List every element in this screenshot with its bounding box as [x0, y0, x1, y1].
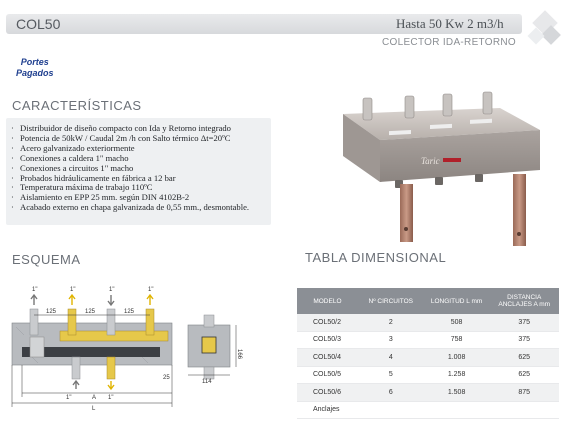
side-view-top-connector — [204, 315, 214, 327]
header-length: LONGITUD L mm — [424, 288, 490, 314]
free-shipping-label — [16, 57, 54, 79]
cell-model: COL50/5 — [297, 366, 358, 384]
svg-text:125: 125 — [85, 309, 96, 315]
svg-text:L: L — [92, 406, 96, 412]
table-row — [297, 331, 559, 349]
cell-length: 508 — [424, 314, 490, 331]
cell-distance: 625 — [489, 366, 559, 384]
table-title: TABLA DIMENSIONAL — [305, 250, 447, 265]
svg-text:1": 1" — [70, 287, 76, 293]
cell-circuits: 2 — [358, 314, 424, 331]
cell-circuits — [358, 401, 424, 419]
table-row — [297, 366, 559, 384]
cell-model: COL50/6 — [297, 384, 358, 402]
cell-length: 1.258 — [424, 366, 490, 384]
svg-text:A: A — [92, 395, 97, 401]
cell-length — [424, 401, 490, 419]
scheme-diagram — [0, 275, 250, 431]
features-list — [10, 124, 270, 213]
svg-text:1": 1" — [32, 287, 38, 293]
svg-text:1": 1" — [66, 395, 72, 401]
side-view-bottom-connector — [204, 367, 214, 379]
cell-distance: 625 — [489, 349, 559, 367]
svg-text:125: 125 — [46, 309, 57, 315]
header-circuits: Nº CIRCUITOS — [358, 288, 424, 314]
portes-line2: Pagados — [16, 68, 54, 78]
dimension-table — [297, 288, 559, 419]
manifold-product-image — [335, 84, 550, 254]
dim-166-label: 166 — [236, 349, 242, 360]
svg-text:1": 1" — [109, 287, 115, 293]
feature-item: · Probados hidráulicamente en fábrica a 12 bar — [10, 174, 270, 184]
svg-text:1": 1" — [148, 287, 154, 293]
feature-item: · Distribuidor de diseño compacto con Ida y Retorno integrado — [10, 124, 270, 134]
portes-line1: Portes — [20, 57, 49, 67]
svg-text:125: 125 — [124, 309, 135, 315]
feature-item: · Conexiones a caldera 1" macho — [10, 154, 270, 164]
boiler-return-connector — [72, 357, 80, 379]
left-cap — [30, 337, 44, 357]
feature-item: · Aislamiento en EPP 25 mm. según DIN 4102B-2 — [10, 193, 270, 203]
table-row — [297, 384, 559, 402]
dim-114-label: 114 — [202, 379, 212, 385]
boiler-supply-connector — [107, 357, 115, 379]
brand-mark: Taric — [421, 156, 440, 166]
cell-length: 758 — [424, 331, 490, 349]
svg-text:25: 25 — [163, 375, 170, 381]
model-name: COL50 — [16, 16, 61, 32]
product-subtitle: COLECTOR IDA-RETORNO — [382, 37, 516, 48]
side-view-pipe — [202, 337, 216, 353]
diamond-logo-icon — [524, 10, 568, 54]
cell-distance — [489, 401, 559, 419]
feature-item: · Acero galvanizado exteriormente — [10, 144, 270, 154]
brand-badge — [443, 158, 461, 162]
table-row — [297, 349, 559, 367]
scheme-title: ESQUEMA — [12, 252, 81, 267]
table-header-row — [297, 288, 559, 314]
cell-circuits: 3 — [358, 331, 424, 349]
features-title: CARACTERÍSTICAS — [12, 98, 142, 113]
cell-model: COL50/3 — [297, 331, 358, 349]
header-anchor-distance: DISTANCIA ANCLAJES A mm — [489, 288, 559, 314]
power-spec: Hasta 50 Kw 2 m3/h — [396, 16, 504, 31]
cell-circuits: 6 — [358, 384, 424, 402]
feature-item: · Conexiones a circuitos 1" macho — [10, 164, 270, 174]
cell-circuits: 5 — [358, 366, 424, 384]
cell-length: 1.508 — [424, 384, 490, 402]
cell-model: Anclajes — [297, 401, 358, 419]
cell-length: 1.008 — [424, 349, 490, 367]
svg-text:1": 1" — [108, 395, 114, 401]
cell-distance: 375 — [489, 331, 559, 349]
feature-item: · Temperatura máxima de trabajo 110ºC — [10, 183, 270, 193]
cell-distance: 875 — [489, 384, 559, 402]
cell-model: COL50/4 — [297, 349, 358, 367]
table-row — [297, 314, 559, 331]
feature-item: · Acabado externo en chapa galvanizada de 0,55 mm., desmontable. — [10, 203, 270, 213]
left-bracket — [400, 184, 413, 242]
feature-item: · Potencia de 50kW / Caudal 2m /h con Salto térmico Δt=20ºC — [10, 134, 270, 144]
cell-circuits: 4 — [358, 349, 424, 367]
table-row — [297, 401, 559, 419]
header-model: MODELO — [297, 288, 358, 314]
cell-distance: 375 — [489, 314, 559, 331]
cell-model: COL50/2 — [297, 314, 358, 331]
